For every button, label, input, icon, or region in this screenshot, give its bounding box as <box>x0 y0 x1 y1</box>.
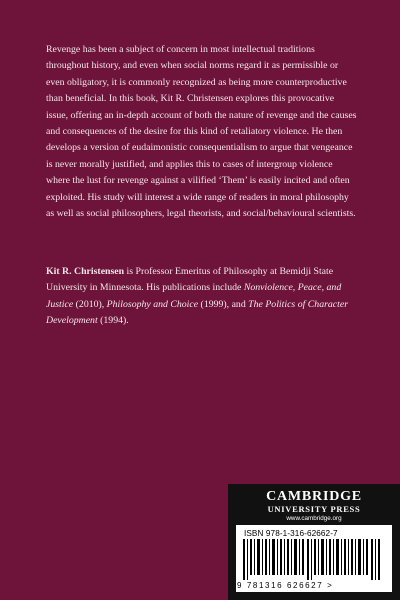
isbn-number: ISBN 978-1-316-62662-7 <box>244 529 338 538</box>
barcode-digits: 9 781316 626627 > <box>237 581 334 590</box>
book-year-1999: (1999), and <box>198 298 249 310</box>
isbn-barcode-panel <box>236 525 392 592</box>
publisher-name: CAMBRIDGE <box>266 489 362 504</box>
book-title-politics-character: The Politics of Character Development <box>46 298 349 327</box>
publisher-subtitle: UNIVERSITY PRESS <box>267 504 361 514</box>
author-bio <box>46 264 360 330</box>
barcode-icon <box>243 539 385 580</box>
book-year-1994: (1994). <box>97 315 129 327</box>
author-bio-text: is Professor Emeritus of Philosophy at Bemidji State University in Minnesota. His publications include <box>46 266 334 294</box>
book-description <box>46 42 358 222</box>
author-name: Kit R. Christensen <box>46 266 125 277</box>
book-title-philosophy-choice: Philosophy and Choice <box>106 298 199 310</box>
book-year-2010: (2010), <box>73 298 107 310</box>
description-text: Revenge has been a subject of concern in most intellectual traditions throughout history, and even when social norms regard it as permissible or even obligatory, it is commonly recognized as being more counterproductive than beneficial. In this book, Kit R. Christensen explores this provocative issue, offering an in-depth account of both the nature of revenge and the causes and consequences of the desire for this kind of retaliatory violence. He then develops a version of eudaimonistic consequentialism to argue that vengeance is never morally justified, and applies this to cases of intergroup violence where the lust for revenge against a vilified ‘Them’ is easily incited and often exploited. His study will interest a wide range of readers in moral philosophy as well as social philosophers, legal theorists, and social/behavioural scientists. <box>46 44 357 220</box>
book-title-nonviolence: Nonviolence, Peace, and Justice <box>46 282 342 310</box>
publisher-url: www.cambridge.org <box>286 515 342 522</box>
